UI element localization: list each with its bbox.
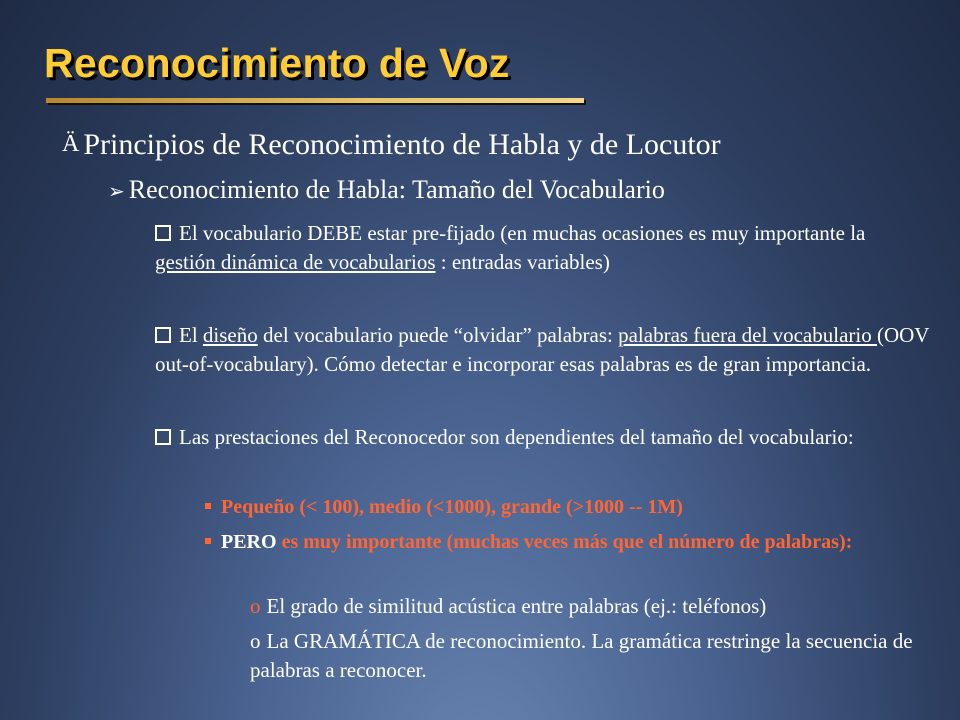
subheading-bullet xyxy=(108,174,665,207)
hand-pointer-icon: Ä xyxy=(62,131,80,157)
sub-list-item: PERO es muy importante (muchas veces más que el número de palabras): xyxy=(205,528,925,556)
emphasis-pero: PERO xyxy=(221,531,277,553)
square-bullet-icon xyxy=(205,538,211,544)
square-bullet-icon xyxy=(205,503,211,509)
checkbox-bullet-icon xyxy=(155,225,171,241)
checkbox-bullet-icon xyxy=(155,429,171,445)
sub-list-item: Pequeño (< 100), medio (<1000), grande (>1000 -- 1M) xyxy=(205,493,925,521)
sub-sub-list-item: o El grado de similitud acústica entre palabras (ej.: teléfonos) xyxy=(250,594,767,618)
circle-bullet-icon: o xyxy=(250,594,261,618)
arrowhead-icon: ➢ xyxy=(108,179,125,203)
heading-text: Principios de Reconocimiento de Habla y de Locutor xyxy=(83,128,721,161)
underlined-term: palabras fuera del vocabulario xyxy=(618,323,877,347)
underlined-term: diseño xyxy=(202,323,258,347)
checkbox-bullet-icon xyxy=(155,327,171,343)
circle-bullet-icon: o xyxy=(250,629,261,653)
list-item: Las prestaciones del Reconocedor son dependientes del tamaño del vocabulario: xyxy=(155,423,930,452)
underlined-term: gestión dinámica de vocabularios xyxy=(155,250,436,274)
slide-title: Reconocimiento de Voz xyxy=(44,40,510,86)
title-underline xyxy=(46,98,584,103)
heading-bullet xyxy=(62,128,721,164)
list-item: El vocabulario DEBE estar pre-fijado (en muchas ocasiones es muy importante la gestión dinámica de vocabularios : entradas variables) xyxy=(155,221,866,274)
subheading-text: Reconocimiento de Habla: Tamaño del Vocabulario xyxy=(128,175,665,204)
sub-sub-list-item: o La GRAMÁTICA de reconocimiento. La gramática restringe la secuencia de palabras a reconocer. xyxy=(250,629,913,682)
list-item: El diseño del vocabulario puede “olvidar” palabras: palabras fuera del vocabulario (OOV out-of-vocabulary). Cómo detectar e incorporar esas palabras es de gran importancia. xyxy=(155,323,930,376)
